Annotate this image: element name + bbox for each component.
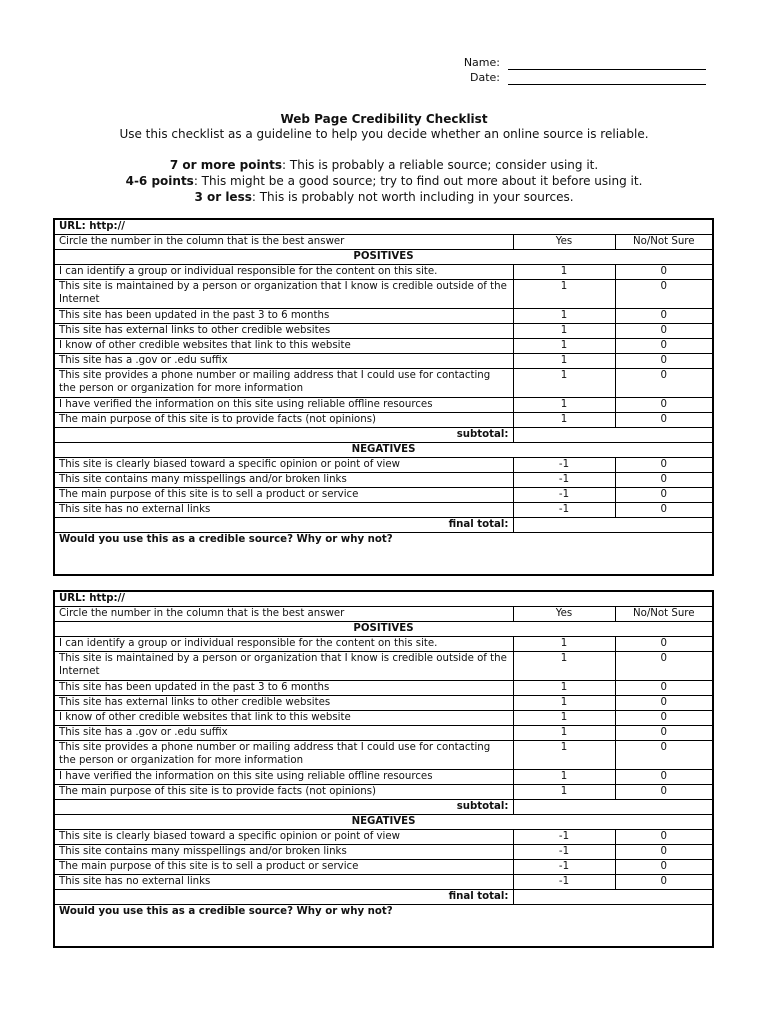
criterion-text: This site is clearly biased toward a specific opinion or point of view [55,458,513,473]
no-score[interactable]: 0 [615,398,712,413]
table-row [55,265,712,280]
no-score[interactable]: 0 [615,339,712,354]
credibility-table [55,592,712,946]
negatives-header-row [55,443,712,458]
yes-score[interactable]: 1 [513,726,615,741]
final-total-row [55,518,712,533]
table-row [55,652,712,681]
criterion-text: This site has external links to other credible websites [55,696,513,711]
date-field[interactable] [508,72,706,85]
yes-score[interactable]: 1 [513,265,615,280]
criterion-text: This site provides a phone number or mailing address that I could use for contacting the person or organization for more information [55,369,513,398]
date-label: Date: [470,71,500,84]
table-row [55,785,712,800]
table-row [55,770,712,785]
criterion-text: This site is maintained by a person or organization that I know is credible outside of the Internet [55,280,513,309]
table-row [55,488,712,503]
scale-text: : This might be a good source; try to find out more about it before using it. [193,174,643,188]
no-score[interactable]: 0 [615,265,712,280]
final-total-label: final total: [55,518,513,533]
no-score[interactable]: 0 [615,711,712,726]
negatives-header-row [55,815,712,830]
yes-score[interactable]: 1 [513,770,615,785]
yes-score[interactable]: -1 [513,503,615,518]
yes-score[interactable]: 1 [513,741,615,770]
yes-score[interactable]: -1 [513,860,615,875]
no-score[interactable]: 0 [615,488,712,503]
criterion-text: I have verified the information on this site using reliable offline resources [55,398,513,413]
no-score[interactable]: 0 [615,681,712,696]
criterion-text: The main purpose of this site is to provide facts (not opinions) [55,785,513,800]
criterion-text: This site has been updated in the past 3 to 6 months [55,309,513,324]
name-row [440,55,706,70]
no-score[interactable]: 0 [615,413,712,428]
positives-header-row [55,622,712,637]
table-row [55,369,712,398]
criterion-text: The main purpose of this site is to sell a product or service [55,860,513,875]
no-score[interactable]: 0 [615,741,712,770]
no-score[interactable]: 0 [615,369,712,398]
positives-header-row [55,250,712,265]
criterion-text: This site is clearly biased toward a specific opinion or point of view [55,830,513,845]
table-row [55,637,712,652]
no-score[interactable]: 0 [615,770,712,785]
criterion-text: This site contains many misspellings and/or broken links [55,473,513,488]
table-row [55,354,712,369]
column-no-header: No/Not Sure [615,607,712,622]
criterion-text: I can identify a group or individual responsible for the content on this site. [55,637,513,652]
credibility-table [55,220,712,574]
table-row [55,339,712,354]
yes-score[interactable]: -1 [513,473,615,488]
url-row [55,220,712,235]
yes-score[interactable]: 1 [513,696,615,711]
yes-score[interactable]: 1 [513,681,615,696]
yes-score[interactable]: 1 [513,339,615,354]
name-field[interactable] [508,57,706,70]
table-row [55,503,712,518]
criterion-text: This site has a .gov or .edu suffix [55,354,513,369]
criterion-text: This site has no external links [55,503,513,518]
criterion-text: This site is maintained by a person or organization that I know is credible outside of the Internet [55,652,513,681]
scale-text: : This is probably a reliable source; consider using it. [282,158,599,172]
no-score[interactable]: 0 [615,637,712,652]
criterion-text: I can identify a group or individual responsible for the content on this site. [55,265,513,280]
question-row [55,533,712,575]
positives-heading: POSITIVES [55,250,712,265]
yes-score[interactable]: 1 [513,413,615,428]
table-row [55,473,712,488]
scale-points: 3 or less [194,190,252,204]
name-date-block [440,55,706,85]
no-score[interactable]: 0 [615,354,712,369]
scale-points: 4-6 points [125,174,194,188]
yes-score[interactable]: 1 [513,354,615,369]
yes-score[interactable]: 1 [513,711,615,726]
no-score[interactable]: 0 [615,785,712,800]
document-header [0,112,768,205]
no-score[interactable]: 0 [615,830,712,845]
no-score[interactable]: 0 [615,875,712,890]
no-score[interactable]: 0 [615,458,712,473]
positives-heading: POSITIVES [55,622,712,637]
instruction-text: Circle the number in the column that is the best answer [55,235,513,250]
column-yes-header: Yes [513,235,615,250]
date-row [440,70,706,85]
no-score[interactable]: 0 [615,503,712,518]
url-row [55,592,712,607]
yes-score[interactable]: -1 [513,830,615,845]
table-row [55,280,712,309]
yes-score[interactable]: 1 [513,637,615,652]
yes-score[interactable]: 1 [513,369,615,398]
subtotal-label: subtotal: [55,428,513,443]
table-row [55,309,712,324]
column-no-header: No/Not Sure [615,235,712,250]
table-row [55,741,712,770]
scale-line [0,173,768,189]
yes-score[interactable]: 1 [513,324,615,339]
yes-score[interactable]: 1 [513,785,615,800]
yes-score[interactable]: -1 [513,875,615,890]
url-field[interactable]: URL: http:// [55,592,712,607]
scale-points: 7 or more points [169,158,283,172]
checklist-table-1 [53,218,714,576]
credibility-question[interactable]: Would you use this as a credible source? Why or why not? [55,533,712,575]
table-row [55,413,712,428]
column-header-row [55,607,712,622]
table-row [55,696,712,711]
column-yes-header: Yes [513,607,615,622]
yes-score[interactable]: -1 [513,488,615,503]
table-row [55,875,712,890]
credibility-question[interactable]: Would you use this as a credible source? Why or why not? [55,905,712,947]
yes-score[interactable]: 1 [513,280,615,309]
criterion-text: This site provides a phone number or mailing address that I could use for contacting the person or organization for more information [55,741,513,770]
subtotal-field[interactable] [513,428,712,443]
no-score[interactable]: 0 [615,280,712,309]
table-row [55,830,712,845]
column-header-row [55,235,712,250]
url-field[interactable]: URL: http:// [55,220,712,235]
criterion-text: This site has been updated in the past 3 to 6 months [55,681,513,696]
no-score[interactable]: 0 [615,845,712,860]
subtotal-row [55,428,712,443]
no-score[interactable]: 0 [615,309,712,324]
page-subtitle: Use this checklist as a guideline to help you decide whether an online source is reliable. [119,127,649,141]
no-score[interactable]: 0 [615,652,712,681]
yes-score[interactable]: -1 [513,458,615,473]
subtotal-field[interactable] [513,800,712,815]
criterion-text: I know of other credible websites that link to this website [55,339,513,354]
no-score[interactable]: 0 [615,726,712,741]
subtotal-label: subtotal: [55,800,513,815]
page-title: Web Page Credibility Checklist [280,112,488,126]
table-row [55,845,712,860]
table-row [55,398,712,413]
yes-score[interactable]: -1 [513,845,615,860]
final-total-row [55,890,712,905]
criterion-text: This site contains many misspellings and/or broken links [55,845,513,860]
checklist-table-2 [53,590,714,948]
table-row [55,324,712,339]
final-total-field[interactable] [513,518,712,533]
table-row [55,458,712,473]
table-row [55,860,712,875]
yes-score[interactable]: 1 [513,398,615,413]
yes-score[interactable]: 1 [513,652,615,681]
yes-score[interactable]: 1 [513,309,615,324]
no-score[interactable]: 0 [615,860,712,875]
criterion-text: I know of other credible websites that link to this website [55,711,513,726]
table-row [55,726,712,741]
criterion-text: The main purpose of this site is to provide facts (not opinions) [55,413,513,428]
criterion-text: This site has external links to other credible websites [55,324,513,339]
table-row [55,681,712,696]
final-total-label: final total: [55,890,513,905]
subtotal-row [55,800,712,815]
scale-text: : This is probably not worth including in your sources. [251,190,574,204]
table-row [55,711,712,726]
negatives-heading: NEGATIVES [55,443,712,458]
criterion-text: I have verified the information on this site using reliable offline resources [55,770,513,785]
scale-line [0,157,768,173]
final-total-field[interactable] [513,890,712,905]
instruction-text: Circle the number in the column that is the best answer [55,607,513,622]
no-score[interactable]: 0 [615,696,712,711]
criterion-text: This site has a .gov or .edu suffix [55,726,513,741]
no-score[interactable]: 0 [615,473,712,488]
criterion-text: The main purpose of this site is to sell a product or service [55,488,513,503]
negatives-heading: NEGATIVES [55,815,712,830]
criterion-text: This site has no external links [55,875,513,890]
name-label: Name: [463,56,500,69]
scale-line [0,189,768,205]
no-score[interactable]: 0 [615,324,712,339]
scoring-scale [0,157,768,205]
question-row [55,905,712,947]
